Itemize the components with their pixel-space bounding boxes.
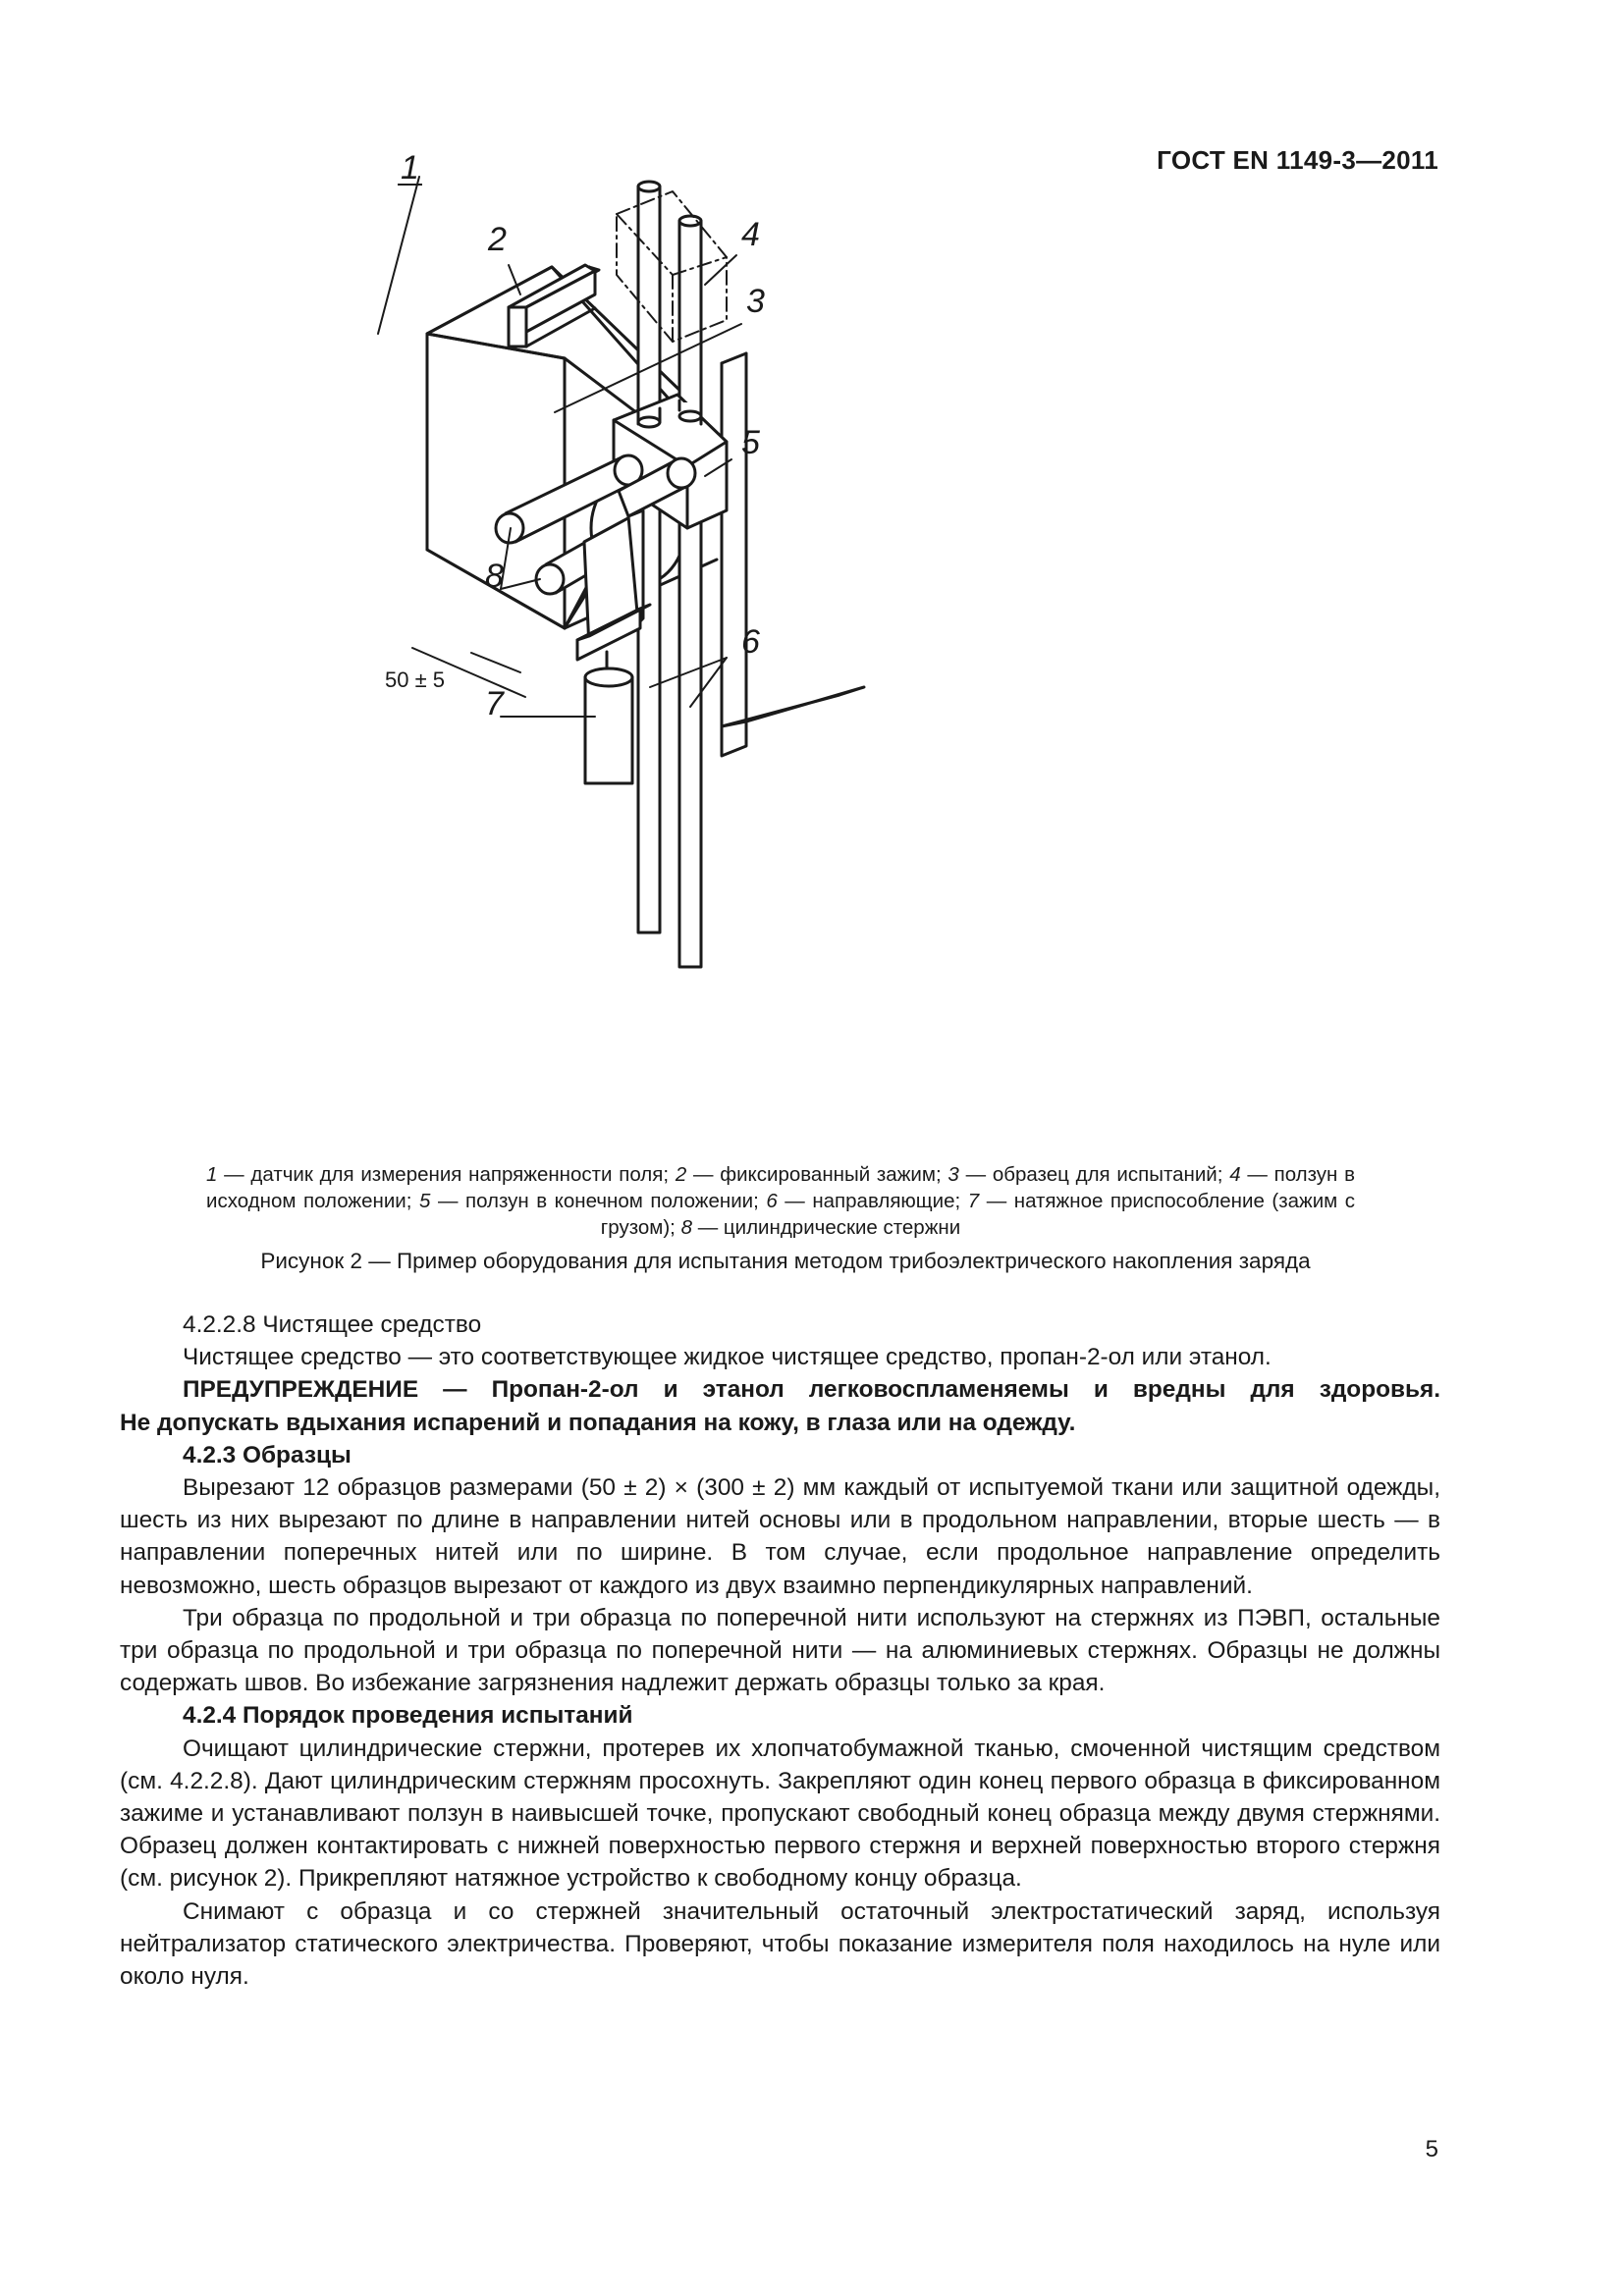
- legend-text-6: — направляющие;: [785, 1190, 961, 1212]
- standard-code-header: ГОСТ EN 1149-3—2011: [1157, 145, 1438, 175]
- paragraph-samples-1: Вырезают 12 образцов размерами (50 ± 2) × (300 ± 2) мм каждый от испытуемой ткани или защитной одежды, шесть из них вырезают по длине в направлении нитей основы или в продольном направлении, вторые шесть — в направлении поперечных нитей или по ширине. В том случае, если продольное направление определить невозможно, шесть образцов вырезают от каждого из двух взаимно перпендикулярных направлений.: [120, 1474, 1440, 1599]
- subsection-heading-cleaning-agent: 4.2.2.8 Чистящее средство: [183, 1311, 482, 1338]
- slider-initial-position: [617, 191, 727, 342]
- legend-num-5: 5: [418, 1190, 431, 1212]
- figure-caption: Рисунок 2 — Пример оборудования для испытания методом трибоэлектрического накопления заряда: [260, 1249, 1311, 1273]
- heading-procedure: 4.2.4 Порядок проведения испытаний: [183, 1702, 633, 1730]
- legend-text-7: — натяжное приспособление (зажим с грузом);: [600, 1190, 1356, 1239]
- legend-text-1: — датчик для измерения напряженности поля;: [224, 1163, 670, 1186]
- figure-label-1: 1: [401, 149, 419, 187]
- dimension-label: 50 ± 5: [385, 667, 446, 692]
- legend-text-5: — ползун в конечном положении;: [437, 1190, 759, 1212]
- legend-text-2: — фиксированный зажим;: [692, 1163, 942, 1186]
- body-text: [120, 1308, 1440, 1993]
- legend-num-8: 8: [680, 1216, 692, 1239]
- figure-label-6: 6: [741, 623, 760, 661]
- legend-text-3: — образец для испытаний;: [965, 1163, 1223, 1186]
- paragraph-procedure-1: Очищают цилиндрические стержни, протерев их хлопчатобумажной тканью, смоченной чистящим средством (см. 4.2.2.8). Дают цилиндрическим стержням просохнуть. Закрепляют один конец первого образца в фиксированном зажиме и устанавливают ползун в наивысшей точке, пропускают свободный конец образца между двумя стержнями. Образец должен контактировать с нижней поверхностью первого стержня и верхней поверхностью второго стержня (см. рисунок 2). Прикрепляют натяжное устройство к свободному концу образца.: [120, 1735, 1440, 1893]
- figure-label-3: 3: [746, 283, 765, 320]
- equipment-drawing: [385, 149, 1198, 1158]
- paragraph-samples-2: Три образца по продольной и три образца по поперечной нити используют на стержнях из ПЭВП, остальные три образца по продольной и три образца по поперечной нити — на алюминиевых стержнях. Образцы не должны содержать швов. Во избежание загрязнения надлежит держать образцы только за края.: [120, 1604, 1440, 1697]
- warning-line-1: ПРЕДУПРЕЖДЕНИЕ — Пропан-2-ол и этанол легковоспламеняемы и вредны для здоровья.: [183, 1376, 1440, 1404]
- legend-num-2: 2: [675, 1163, 687, 1186]
- figure-label-8: 8: [485, 558, 504, 595]
- page-number: 5: [1425, 2136, 1438, 2163]
- legend-num-6: 6: [766, 1190, 778, 1212]
- test-specimen: [722, 353, 864, 756]
- equipment-diagram: [385, 149, 1198, 1158]
- legend-text-4: — ползун в исходном положении;: [206, 1163, 1356, 1212]
- legend-num-7: 7: [967, 1190, 980, 1212]
- figure-label-7: 7: [485, 685, 504, 722]
- legend-text-8: — цилиндрические стержни: [697, 1216, 961, 1239]
- legend-num-3: 3: [947, 1163, 959, 1186]
- figure-label-4: 4: [741, 216, 760, 253]
- figure-legend: [206, 1161, 1355, 1241]
- warning-line-2: Не допускать вдыхания испарений и попадания на кожу, в глаза или на одежду.: [120, 1409, 1076, 1436]
- figure-label-2: 2: [488, 221, 507, 258]
- paragraph-cleaning-agent: Чистящее средство — это соответствующее жидкое чистящее средство, пропан-2-ол или этанол.: [183, 1344, 1272, 1371]
- figure-label-5: 5: [741, 424, 760, 461]
- heading-samples: 4.2.3 Образцы: [183, 1441, 352, 1468]
- legend-num-1: 1: [206, 1163, 218, 1186]
- guide-rods: [638, 182, 701, 967]
- legend-num-4: 4: [1229, 1163, 1241, 1186]
- paragraph-procedure-2: Снимают с образца и со стержней значительный остаточный электростатический заряд, используя нейтрализатор статического электричества. Проверяют, чтобы показание измерителя поля находилось на нуле или около нуля.: [120, 1897, 1440, 1991]
